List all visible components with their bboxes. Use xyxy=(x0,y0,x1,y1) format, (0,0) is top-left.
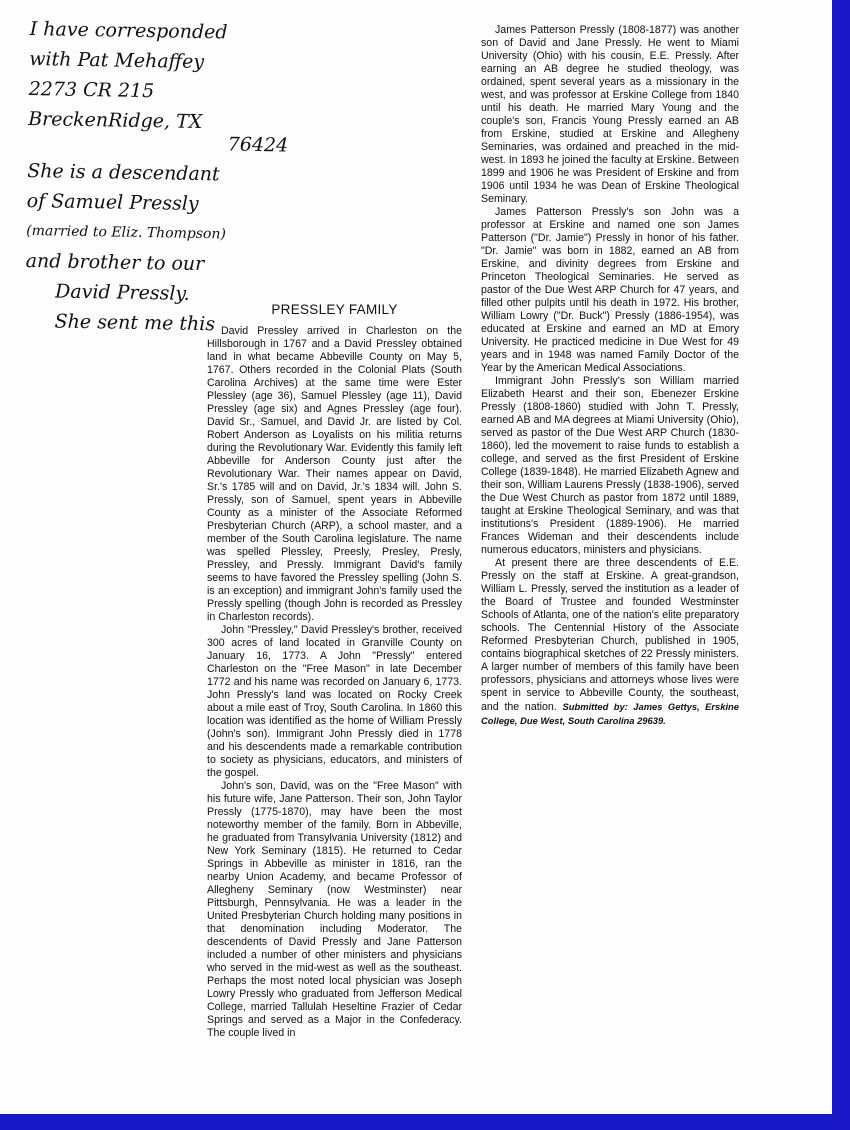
note-line: She is a descendant xyxy=(27,159,220,186)
paragraph: James Patterson Pressly (1808-1877) was another son of David and Jane Pressly. He went to Miami University (Ohio) with his cousin, E.E. Pressly. After earning an AB degree he studied theology, was ordained, spent several years as a missionary in the west, and was professor at Erskine College from 1840 until his death. He married Mary Young and the couple's son, Francis Young Pressly earned an AB from Erskine, studied at Erskine and Allegheny Seminaries, was ordained and preached in the mid-west. In 1893 he joined the faculty at Erskine. Between 1899 and 1906 he was President of Erskine and from 1906 until 1934 he was Dean of Erskine Theological Seminary. xyxy=(481,24,739,205)
paragraph: John's son, David, was on the "Free Mason" with his future wife, Jane Patterson. Their son, John Taylor Pressly (1775-1870), may have been the most noteworthy member of the family. Born in Abbeville, he graduated from Transylvania University (1812) and New York Seminary (1815). He returned to Cedar Springs in Abbeville as minister in 1816, ran the nearby Union Academy, and became Professor of Allegheny Seminary (now Westminster) near Pittsburgh, Pennsylvania. He was a leader in the United Presbyterian Church holding many positions in that denomination including Moderator. The descendents of David Pressly and Jane Patterson included a number of other ministers and physicians who served in the mid-west as well as the southeast. Perhaps the most noted local physician was Joseph Lowry Pressly who graduated from Jefferson Medical College, married Tallulah Heseltine Frazier of Cedar Springs and served as a Major in the Confederacy. The couple lived in xyxy=(207,780,462,1039)
paragraph: James Patterson Pressly's son John was a professor at Erskine and named one son James Patterson ("Dr. Jamie") Pressly in honor of his father. "Dr. Jamie" was born in 1882, earned an AB from Erskine, and divinity degrees from Erskine and Princeton Theological Seminaries. He served as pastor of the Due West ARP Church for 47 years, and filled other pulpits until his death in 1972. His brother, William Lowry ("Dr. Buck") Pressly (1886-1954), was educated at Erskine and earned an MD at Emory University. He practiced medicine in Due West for 49 years and in 1948 was named Family Doctor of the Year by the American Medical Associations. xyxy=(481,206,739,374)
scan-border-right xyxy=(832,0,850,1130)
paragraph-last xyxy=(481,557,739,728)
note-line: of Samuel Pressly xyxy=(26,189,199,215)
paragraph: Immigrant John Pressly's son William married Elizabeth Hearst and their son, Ebenezer Erskine Pressly (1808-1860) studied with John T. Pressly, earned AB and MA degrees at Miami University (Ohio), served as pastor of the Due West ARP Church (1830-1860), led the movement to raise funds to establish a college, and served as the first President of Erskine College (1839-1848). He married Elizabeth Agnew and their son, William Laurens Pressly (1838-1906), served the Due West Church as pastor from 1872 until 1889, taught at Erskine Theological Seminary, and was that institutions's President (1889-1906). He married Frances Wideman and their descendents include numerous educators, ministers and physicians. xyxy=(481,375,739,556)
note-line: David Pressly. xyxy=(54,280,190,305)
note-line: with Pat Mehaffey xyxy=(29,47,205,74)
paragraph: David Pressley arrived in Charleston on the Hillsborough in 1767 and a David Pressley obtained land in what became Abbeville County on May 5, 1767. Others recorded in the Colonial Plats (South Carolina Archives) at the same time were Ester Plessley (age 36), Samuel Plessley (age 11), David Pressley (age six) and Agnes Pressley (age four). David Sr., Samuel, and David Jr. are listed by Col. Robert Anderson as Loyalists on his militia returns during the Revolutionary War. Evidently this family left Abbeville for Anderson County just after the Revolutionary War. Their names appear on David, Sr.'s 1785 will and on David, Jr.'s 1834 will. John S. Pressly, son of Samuel, spent years in Abbeville County as a minister of the Associate Reformed Presbyterian Church (ARP), a school master, and a member of the South Carolina legislature. The name was spelled Plessley, Preesly, Presley, Presly, Pressley, and Pressly. Immigrant David's family seems to have favored the Pressley spelling (John S. is an exception) and immigrant John's family used the Pressly spelling (though John is recorded as Pressley in Charleston records). xyxy=(207,325,462,623)
scan-border-bottom xyxy=(0,1114,850,1130)
article-title: PRESSLEY FAMILY xyxy=(271,302,398,317)
note-line: 76424 xyxy=(227,133,289,157)
note-line: and brother to our xyxy=(25,249,205,276)
handwritten-note xyxy=(24,14,330,341)
submitted-by: Submitted by: James Gettys, Erskine College, Due West, South Carolina 29639. xyxy=(481,701,739,726)
note-line: She sent me this xyxy=(54,310,216,336)
right-column xyxy=(481,24,739,728)
note-line: I have corresponded xyxy=(29,17,228,44)
paragraph-text: At present there are three descendents of E.E. Pressly on the staff at Erskine. A great-grandson, William L. Pressly, served the institution as a leader of the Board of Trustee and founded Westminster Schools of Atlanta, one of the nation's elite preparatory schools. The Centennial History of the Associate Reformed Presbyterian Church, published in 1905, contains biographical sketches of 22 Pressly ministers. A larger number of members of this family have been professors, physicians and attorneys whose lives were spent in service to Abbeville County, the southeast, and the nation. xyxy=(481,557,739,713)
paragraph: John "Pressley," David Pressley's brother, received 300 acres of land located in Granville County on January 16, 1773. A John "Pressly" entered Charleston on the "Free Mason" in late December 1772 and his name was recorded on January 6, 1773. John Pressly's land was located on Rocky Creek about a mile east of Troy, South Carolina. In 1860 this location was identified as the home of William Pressly (John's son). Immigrant John Pressly died in 1778 and his descendents made a remarkable contribution to society as physicians, educators, and ministers of the gospel. xyxy=(207,624,462,779)
left-column xyxy=(207,325,462,1040)
note-line: 2273 CR 215 xyxy=(28,77,155,103)
note-line: BreckenRidge, TX xyxy=(27,107,203,134)
note-line: (married to Eliz. Thompson) xyxy=(26,222,227,243)
